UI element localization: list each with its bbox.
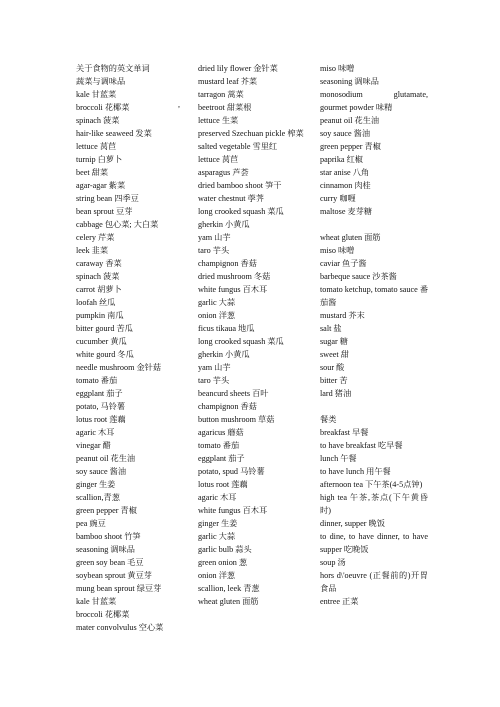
vocab-entry: dinner, supper 晚饭	[320, 519, 385, 528]
spacer	[320, 400, 428, 413]
vocab-entry: green soy bean 毛豆	[76, 558, 144, 567]
vocab-entry: pumpkin 南瓜	[76, 311, 124, 320]
vocab-entry: mustard 芥末	[320, 311, 365, 320]
vocab-entry: button mushroom 草菇	[198, 415, 275, 424]
vocab-entry: beetroot 甜菜根	[198, 103, 252, 112]
vocab-entry: string bean 四季豆	[76, 194, 139, 203]
vocab-entry: white gourd 冬瓜	[76, 350, 134, 359]
column-3	[320, 62, 428, 608]
column-2	[198, 62, 308, 608]
vocab-entry: star anise 八角	[320, 168, 370, 177]
vocab-entry: sweet 甜	[320, 350, 349, 359]
vocab-entry: spinach 菠菜	[76, 272, 120, 281]
vocab-entry: lettuce 生菜	[198, 116, 239, 125]
vocab-entry: peanut oil 花生油	[320, 116, 380, 125]
vocab-entry: sour 酸	[320, 363, 345, 372]
vocab-entry: wheat gluten 面筋	[320, 233, 381, 242]
vocab-entry: seasoning 调味品	[76, 545, 135, 554]
vocab-entry: to dine, to have dinner, to have supper 吃晚饭	[320, 532, 428, 554]
vocab-entry: potato, spud 马铃薯	[198, 467, 265, 476]
vocab-entry: soybean sprout 黄豆芽	[76, 571, 152, 580]
vocab-entry: agar-agar 紫菜	[76, 181, 126, 190]
vocab-entry: ficus tikaua 地瓜	[198, 324, 255, 333]
vocab-entry: loofah 丝瓜	[76, 298, 116, 307]
vocab-entry: sugar 糖	[320, 337, 348, 346]
vocab-entry: water chestnut 荸荠	[198, 194, 264, 203]
vocab-entry: gherkin 小黄瓜	[198, 350, 250, 359]
vocab-entry: soy sauce 酱油	[320, 129, 371, 138]
vocab-entry: agaric 木耳	[76, 428, 115, 437]
vocab-entry: ginger 生姜	[76, 480, 116, 489]
vocab-entry: miso 味噌	[320, 64, 355, 73]
vocab-entry: agaric 木耳	[198, 493, 237, 502]
vocab-entry: garlic bulb 蒜头	[198, 545, 252, 554]
vocab-entry: entree 正菜	[320, 597, 359, 606]
vocab-entry: curry 咖喱	[320, 194, 356, 203]
vocab-entry: soup 汤	[320, 558, 346, 567]
vocab-entry: yam 山芋	[198, 363, 231, 372]
vocab-entry: broccoli 花椰菜	[76, 103, 130, 112]
vocab-entry: cabbage 包心菜; 大白菜	[76, 220, 159, 229]
vocab-entry: 蔬菜与调味品	[76, 77, 126, 86]
vocab-entry: to have lunch 用午餐	[320, 467, 391, 476]
vocab-entry: champignon 香菇	[198, 402, 257, 411]
vocab-entry: mater convolvulus 空心菜	[76, 623, 164, 632]
vocab-entry: spinach 菠菜	[76, 116, 120, 125]
vocab-entry: champignon 香菇	[198, 259, 257, 268]
vocab-entry: vinegar 醋	[76, 441, 111, 450]
vocab-entry: caraway 香菜	[76, 259, 122, 268]
vocab-entry: preserved Szechuan pickle 榨菜	[198, 129, 304, 138]
vocab-entry: afternoon tea 下午茶(4-5点钟)	[320, 480, 423, 489]
vocab-entry: bean sprout 豆芽	[76, 207, 133, 216]
vocab-entry: long crooked squash 菜瓜	[198, 207, 284, 216]
vocab-entry: eggplant 茄子	[198, 454, 245, 463]
vocab-entry: dried bamboo shoot 笋干	[198, 181, 282, 190]
vocab-entry: to have breakfast 吃早餐	[320, 441, 403, 450]
vocab-entry: bitter gourd 苦瓜	[76, 324, 133, 333]
vocab-entry: cucumber 黄瓜	[76, 337, 127, 346]
vocab-entry: kale 甘蓝菜	[76, 90, 117, 99]
vocab-entry: peanut oil 花生油	[76, 454, 136, 463]
vocab-entry: high tea 午茶,茶点(下午黄昏时)	[320, 493, 428, 515]
vocab-entry: soy sauce 酱油	[76, 467, 127, 476]
vocab-entry: long crooked squash 菜瓜	[198, 337, 284, 346]
vocab-entry: salted vegetable 雪里红	[198, 142, 278, 151]
vocab-entry: breakfast 早餐	[320, 428, 369, 437]
vocab-entry: beancurd sheets 百叶	[198, 389, 269, 398]
vocab-entry: monosodium glutamate, gourmet powder 味精	[320, 90, 428, 112]
vocab-entry: pea 豌豆	[76, 519, 106, 528]
vocab-entry: yam 山芋	[198, 233, 231, 242]
vocab-entry: lotus root 莲藕	[198, 480, 248, 489]
vocab-entry: wheat gluten 面筋	[198, 597, 259, 606]
vocab-entry: green pepper 青椒	[76, 506, 137, 515]
vocab-entry: hors d\'oeuvre (正餐前的)开胃食品	[320, 571, 428, 593]
vocab-entry: turnip 白萝卜	[76, 155, 123, 164]
vocab-entry: lotus root 莲藕	[76, 415, 126, 424]
vocab-entry: leek 韭菜	[76, 246, 109, 255]
stray-mark: ,	[178, 100, 180, 109]
vocab-entry: garlic 大蒜	[198, 532, 236, 541]
vocab-entry: ginger 生姜	[198, 519, 238, 528]
vocab-entry: barbeque sauce 沙茶酱	[320, 272, 397, 281]
vocab-entry: kale 甘蓝菜	[76, 597, 117, 606]
vocab-entry: lunch 午餐	[320, 454, 357, 463]
vocab-entry: salt 盐	[320, 324, 342, 333]
vocab-entry: bitter 苦	[320, 376, 348, 385]
vocab-entry: dried lily flower 金针菜	[198, 64, 278, 73]
vocab-entry: paprika 红椒	[320, 155, 363, 164]
vocab-entry: green pepper 青椒	[320, 142, 381, 151]
vocab-entry: eggplant 茄子	[76, 389, 123, 398]
vocab-entry: white fungus 百木耳	[198, 506, 268, 515]
vocab-entry: maltose 麦芽糖	[320, 207, 373, 216]
vocab-entry: mung bean sprout 绿豆芽	[76, 584, 162, 593]
vocab-entry: miso 味噌	[320, 246, 355, 255]
vocab-entry: broccoli 花椰菜	[76, 610, 130, 619]
vocab-entry: potato, 马铃薯	[76, 402, 126, 411]
vocab-entry: tomato 番茄	[198, 441, 240, 450]
vocab-entry: celery 芹菜	[76, 233, 115, 242]
vocab-entry: garlic 大蒜	[198, 298, 236, 307]
vocab-entry: onion 洋葱	[198, 311, 236, 320]
vocab-entry: needle mushroom 金针菇	[76, 363, 162, 372]
vocab-entry: tarragon 蒿菜	[198, 90, 244, 99]
column-1	[76, 62, 188, 634]
vocab-entry: tomato 番茄	[76, 376, 118, 385]
vocab-entry: seasoning 调味品	[320, 77, 379, 86]
vocab-entry: gherkin 小黄瓜	[198, 220, 250, 229]
vocab-entry: beet 甜菜	[76, 168, 109, 177]
vocab-entry: carrot 胡萝卜	[76, 285, 122, 294]
vocab-entry: mustard leaf 芥菜	[198, 77, 258, 86]
vocab-entry: taro 芋头	[198, 376, 230, 385]
vocab-entry: hair-like seaweed 发菜	[76, 129, 152, 138]
vocab-entry: scallion,青葱	[76, 493, 120, 502]
vocab-entry: lard 猪油	[320, 389, 352, 398]
document-title: 关于食物的英文单词	[76, 64, 150, 73]
vocab-entry: 餐类	[320, 415, 337, 424]
vocab-entry: scallion, leek 青葱	[198, 584, 260, 593]
vocab-entry: caviar 鱼子酱	[320, 259, 367, 268]
vocab-entry: taro 芋头	[198, 246, 230, 255]
vocab-entry: tomato ketchup, tomato sauce 番茄酱	[320, 285, 428, 307]
vocab-entry: agaricus 蘑菇	[198, 428, 244, 437]
vocab-entry: asparagus 芦荟	[198, 168, 249, 177]
spacer	[320, 218, 428, 231]
vocab-entry: dried mushroom 冬菇	[198, 272, 271, 281]
vocab-entry: lettuce 莴苣	[198, 155, 239, 164]
vocab-entry: onion 洋葱	[198, 571, 236, 580]
vocab-entry: cinnamon 肉桂	[320, 181, 371, 190]
vocab-entry: lettuce 莴苣	[76, 142, 117, 151]
vocab-entry: green onion 葱	[198, 558, 248, 567]
vocab-entry: bamboo shoot 竹笋	[76, 532, 141, 541]
vocab-entry: white fungus 百木耳	[198, 285, 268, 294]
